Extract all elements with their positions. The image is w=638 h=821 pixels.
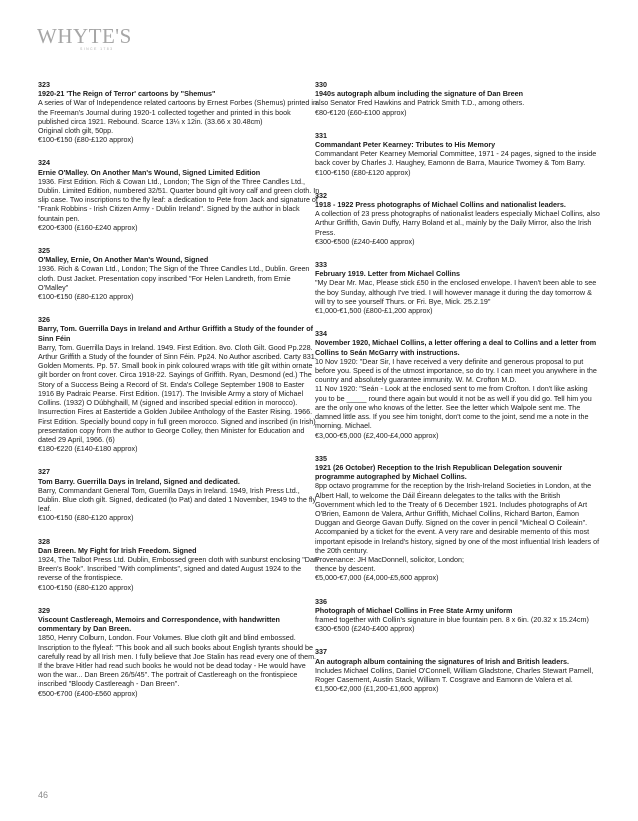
lot-number: 323 bbox=[38, 80, 50, 89]
lot-number: 332 bbox=[315, 190, 327, 200]
lot-327 bbox=[38, 467, 320, 522]
lot-title: An autograph album containing the signatures of Irish and British leaders. bbox=[315, 656, 569, 666]
lot-estimate: €100-€150 (£80-£120 approx) bbox=[38, 135, 134, 145]
lot-336 bbox=[315, 597, 601, 634]
logo-subtext: SINCE 1783 bbox=[80, 47, 114, 51]
lot-number: 331 bbox=[315, 130, 327, 140]
lot-title: February 1919. Letter from Michael Collins bbox=[315, 269, 460, 279]
lot-description: A series of War of Independence related cartoons by Ernest Forbes (Shemus) printed in the Freeman's Journal during 1920-1 collected together and printed in this book published circa 1921. Rebound. Scarce 13¼ x 12in. (33.66 x 30.48cm) bbox=[38, 98, 317, 126]
lot-estimate: €100-€150 (£80-£120 approx) bbox=[38, 292, 134, 302]
lot-number: 328 bbox=[38, 536, 50, 546]
lot-description: 8pp octavo programme for the reception by the Irish-Ireland Societies in London, at the Albert Hall, to welcome the Dáil Éireann delegates to the talks with the British Government which led to the Treaty of 6 December 1921. Includes photographs of Art O'Brien, Eamonn de Valera, Arthur Griffith, Michael Collins, Richard Barton, Éamon Duggan and George Gavan Duffy. Signed on the cover in pencil "Micheal O Coileain". Accompanied by a ticket for the event. A very rare and desirable memento of this most important episode in Ireland's history, signed by one of the most influential Irish leaders of the 20th century. bbox=[315, 481, 600, 555]
lot-333 bbox=[315, 260, 601, 315]
lot-title: Ernie O'Malley. On Another Man's Wound, Signed Limited Edition bbox=[38, 167, 261, 177]
lot-number: 336 bbox=[315, 596, 327, 606]
lot-title: 1921 (26 October) Reception to the Irish Republican Delegation souvenir programme autographed by Michael Collins. bbox=[315, 462, 563, 482]
lot-estimate: €100-€150 (£80-£120 approx) bbox=[38, 513, 134, 523]
lot-estimate: €1,500-€2,000 (£1,200-£1,600 approx) bbox=[315, 684, 439, 694]
lot-331 bbox=[315, 131, 601, 177]
lot-description: 1924, The Talbot Press Ltd. Dublin, Embossed green cloth with sunburst enclosing "Dan Breen's Book". Inscribed "With compliments", signed and dated August 1924 to the reverse of the frontispiece. bbox=[38, 554, 318, 583]
lot-328 bbox=[38, 537, 320, 592]
lot-number: 326 bbox=[38, 315, 50, 325]
lot-estimate: €80-€120 (£60-£100 approx) bbox=[315, 107, 407, 117]
lot-estimate: €300-€500 (£240-£400 approx) bbox=[315, 624, 415, 634]
lot-334 bbox=[315, 329, 601, 439]
lot-estimate: €180-€220 (£140-£180 approx) bbox=[38, 444, 138, 454]
lot-number: 337 bbox=[315, 647, 327, 657]
lot-330 bbox=[315, 80, 601, 117]
lot-title: November 1920, Michael Collins, a letter offering a deal to Collins and a letter from Collins to Seán McGarry with instructions. bbox=[315, 338, 597, 357]
lot-estimate: €5,000-€7,000 (£4,000-£5,600 approx) bbox=[315, 573, 439, 583]
lot-number: 327 bbox=[38, 467, 50, 477]
lot-number: 333 bbox=[315, 260, 327, 270]
lot-description: 10 Nov 1920: "Dear Sir, I have received a very definite and generous proposal to put before you. Speed is of the utmost importance, so do try. I can meet you anywhere in the country and absolutely guarantee immunity. W. M. Crofton M.D. bbox=[315, 356, 597, 385]
lot-335 bbox=[315, 454, 601, 583]
lot-title: Commandant Peter Kearney: Tributes to His Memory bbox=[315, 140, 496, 150]
lot-number: 334 bbox=[315, 329, 327, 339]
lot-estimate: €200-€300 (£160-£240 approx) bbox=[38, 222, 138, 232]
lot-337 bbox=[315, 647, 601, 693]
lot-provenance: Provenance: JH MacDonnell, solicitor, London; bbox=[315, 554, 465, 564]
lot-estimate: €100-€150 (£80-£120 approx) bbox=[315, 167, 411, 177]
lot-number: 330 bbox=[315, 80, 327, 89]
lot-title: 1918 - 1922 Press photographs of Michael Collins and nationalist leaders. bbox=[315, 200, 566, 210]
lot-329 bbox=[38, 606, 320, 698]
lot-title: 1920-21 'The Reign of Terror' cartoons by "Shemus" bbox=[38, 89, 216, 99]
lot-provenance: thence by descent. bbox=[315, 564, 376, 574]
lot-title: Viscount Castlereagh, Memoirs and Correspondence, with handwritten commentary by Dan Breen. bbox=[38, 614, 280, 634]
lot-estimate: €500-€700 (£400-£560 approx) bbox=[38, 688, 138, 698]
page-number: 46 bbox=[38, 790, 49, 800]
lot-323 bbox=[38, 80, 320, 144]
lot-description: Barry, Tom. Guerrilla Days in Ireland. 1949. First Edition. 8vo. Cloth Gilt. Good Pp.228. Arthur Griffith a Study of the founder of Sinn Féin. Pp24. No Author ascribed. Carty 831. Golden Moments. Pp. 57. Small book in pink coloured wraps with title gilt within ornate gilt border on front cover. Circa 1918-22. Sayings of Griffith. Ryan, Desmond (ed.) The Story of a Success Being a Record of St. Enda's College September 1908 to Easter 1916 By Padraic Pearse. First Edition. (1917). The Invisible Army a story of Michael Collins. (1932) O Dúbhghaill, M (signed and inscribed special edition in morocco). Insurrection Fires at Eastertide a Golden Jubilee Anthology of the Easter Rising. 1966. First Edition. Specially bound copy in full green morocco. Signed and inscribed (in Irish) presentation copy from the author to George Colley, then Minister for Education and dated 29 April, 1966. (6) bbox=[38, 342, 317, 444]
lot-description: also Senator Fred Hawkins and Patrick Smith T.D., among others. bbox=[315, 98, 525, 108]
lot-description: Original cloth gilt, 50pp. bbox=[38, 126, 114, 136]
lot-title: Photograph of Michael Collins in Free State Army uniform bbox=[315, 605, 513, 615]
lot-title: Tom Barry. Guerrilla Days in Ireland, Signed and dedicated. bbox=[38, 476, 240, 486]
lot-332 bbox=[315, 191, 601, 246]
lot-description: Barry, Commandant General Tom, Guerrilla Days in Ireland. 1949, Irish Press Ltd., Dublin. Blue cloth gilt. Signed, dedicated (to Pat) and dated 1 November, 1949 to the fly leaf. bbox=[38, 485, 317, 514]
lot-title: 1940s autograph album including the signature of Dan Breen bbox=[315, 89, 524, 99]
lot-estimate: €3,000-€5,000 (£2,400-£4,000 approx) bbox=[315, 430, 439, 440]
lot-description: 11 Nov 1920: "Seán - Look at the enclosed sent to me from Crofton. I don't like asking you to be _____ round there again but would it not be as well if you did go. Tell him you are the only one who knows of the letter. See the letter which Walpole sent me. The damned little ass. If you see him tonight, don't come to the joint, send me a note in the morning. Michael. bbox=[315, 384, 592, 431]
lot-description: 1936. Rich & Cowan Ltd., London; The Sign of the Three Candles Ltd., Dublin. Green cloth. Dust Jacket. Presentation copy inscribed "For Helen Landreth, from Ernie O'Malley" bbox=[38, 264, 310, 292]
lot-description: A collection of 23 press photographs of nationalist leaders especially Michael Collins, also Arthur Griffith, Gavin Duffy, Harry Boland et al., mainly by the Daily Mirror, also the Irish Press. bbox=[315, 209, 600, 237]
lot-estimate: €1,000-€1,500 (£800-£1,200 approx) bbox=[315, 306, 433, 316]
lot-title: O'Malley, Ernie, On Another Man's Wound, Signed bbox=[38, 255, 209, 265]
lot-325 bbox=[38, 246, 320, 301]
lot-description: Commandant Peter Kearney Memorial Committee, 1971 - 24 pages, signed to the inside back cover by Charles J. Haughey, Eamonn de Barra, Maurice Twomey & Tom Barry. bbox=[315, 149, 597, 168]
right-column bbox=[315, 80, 601, 707]
lot-description: framed together with Collin's signature in blue fountain pen. 8 x 6in. (20.32 x 15.24cm) bbox=[315, 614, 589, 624]
lot-title: Dan Breen. My Fight for Irish Freedom. Signed bbox=[38, 545, 197, 555]
left-column bbox=[38, 80, 320, 712]
lot-number: 335 bbox=[315, 453, 327, 463]
lot-description: 1936. First Edition. Rich & Cowan Ltd., London; The Sign of the Three Candles Ltd., Dublin. Limited Edition, numbered 32/51. Quarter bound gilt ivory calf and green cloth. In slip case. Two inscriptions to the fly leaf: a dedication to Pete from Jack and signature of "Frank Robbins - Irish Citizen Army - Dublin Ireland". Signed by the author in black fountain pen. bbox=[38, 176, 320, 223]
lot-number: 324 bbox=[38, 158, 50, 168]
lot-description: Includes Michael Collins, Daniel O'Connell, William Gladstone, Charles Stewart Parnell, Roger Casement, Austin Stack, William T. Cosgrave and Eamonn de Valera et al. bbox=[315, 665, 594, 684]
whytes-logo: WHYTE'S bbox=[37, 24, 132, 48]
lot-description: "My Dear Mr. Mac, Please stick £50 in the enclosed envelope. I haven't been able to see the boy Sunday, although I've tried. I will however manage it during the day tomorrow & will try to see yourself Thurs. or Fri. Bye, Mick. 25.2.19" bbox=[315, 278, 597, 306]
lot-326 bbox=[38, 315, 320, 453]
lot-estimate: €100-€150 (£80-£120 approx) bbox=[38, 582, 134, 592]
lot-number: 329 bbox=[38, 605, 50, 615]
lot-324 bbox=[38, 158, 320, 232]
lot-number: 325 bbox=[38, 246, 50, 256]
lot-estimate: €300-€500 (£240-£400 approx) bbox=[315, 236, 415, 246]
lot-description: 1850, Henry Colburn, London. Four Volumes. Blue cloth gilt and blind embossed. Inscription to the flyleaf: "This book and all such books about English tyrants should be carefully read by all Irish men. I fully believe that Joe Stalin has read every one of them. If the brave Hitler had read such books he would not be dead today - He would have won the war... Dan Breen 26/5/45". The portrait of Castlereagh on the frontispiece inscribed "Bloody Castlereagh - Dan Breen". bbox=[38, 633, 317, 689]
lot-title: Barry, Tom. Guerrilla Days in Ireland and Arthur Griffith a Study of the founder of Sinn Féin bbox=[38, 324, 314, 343]
